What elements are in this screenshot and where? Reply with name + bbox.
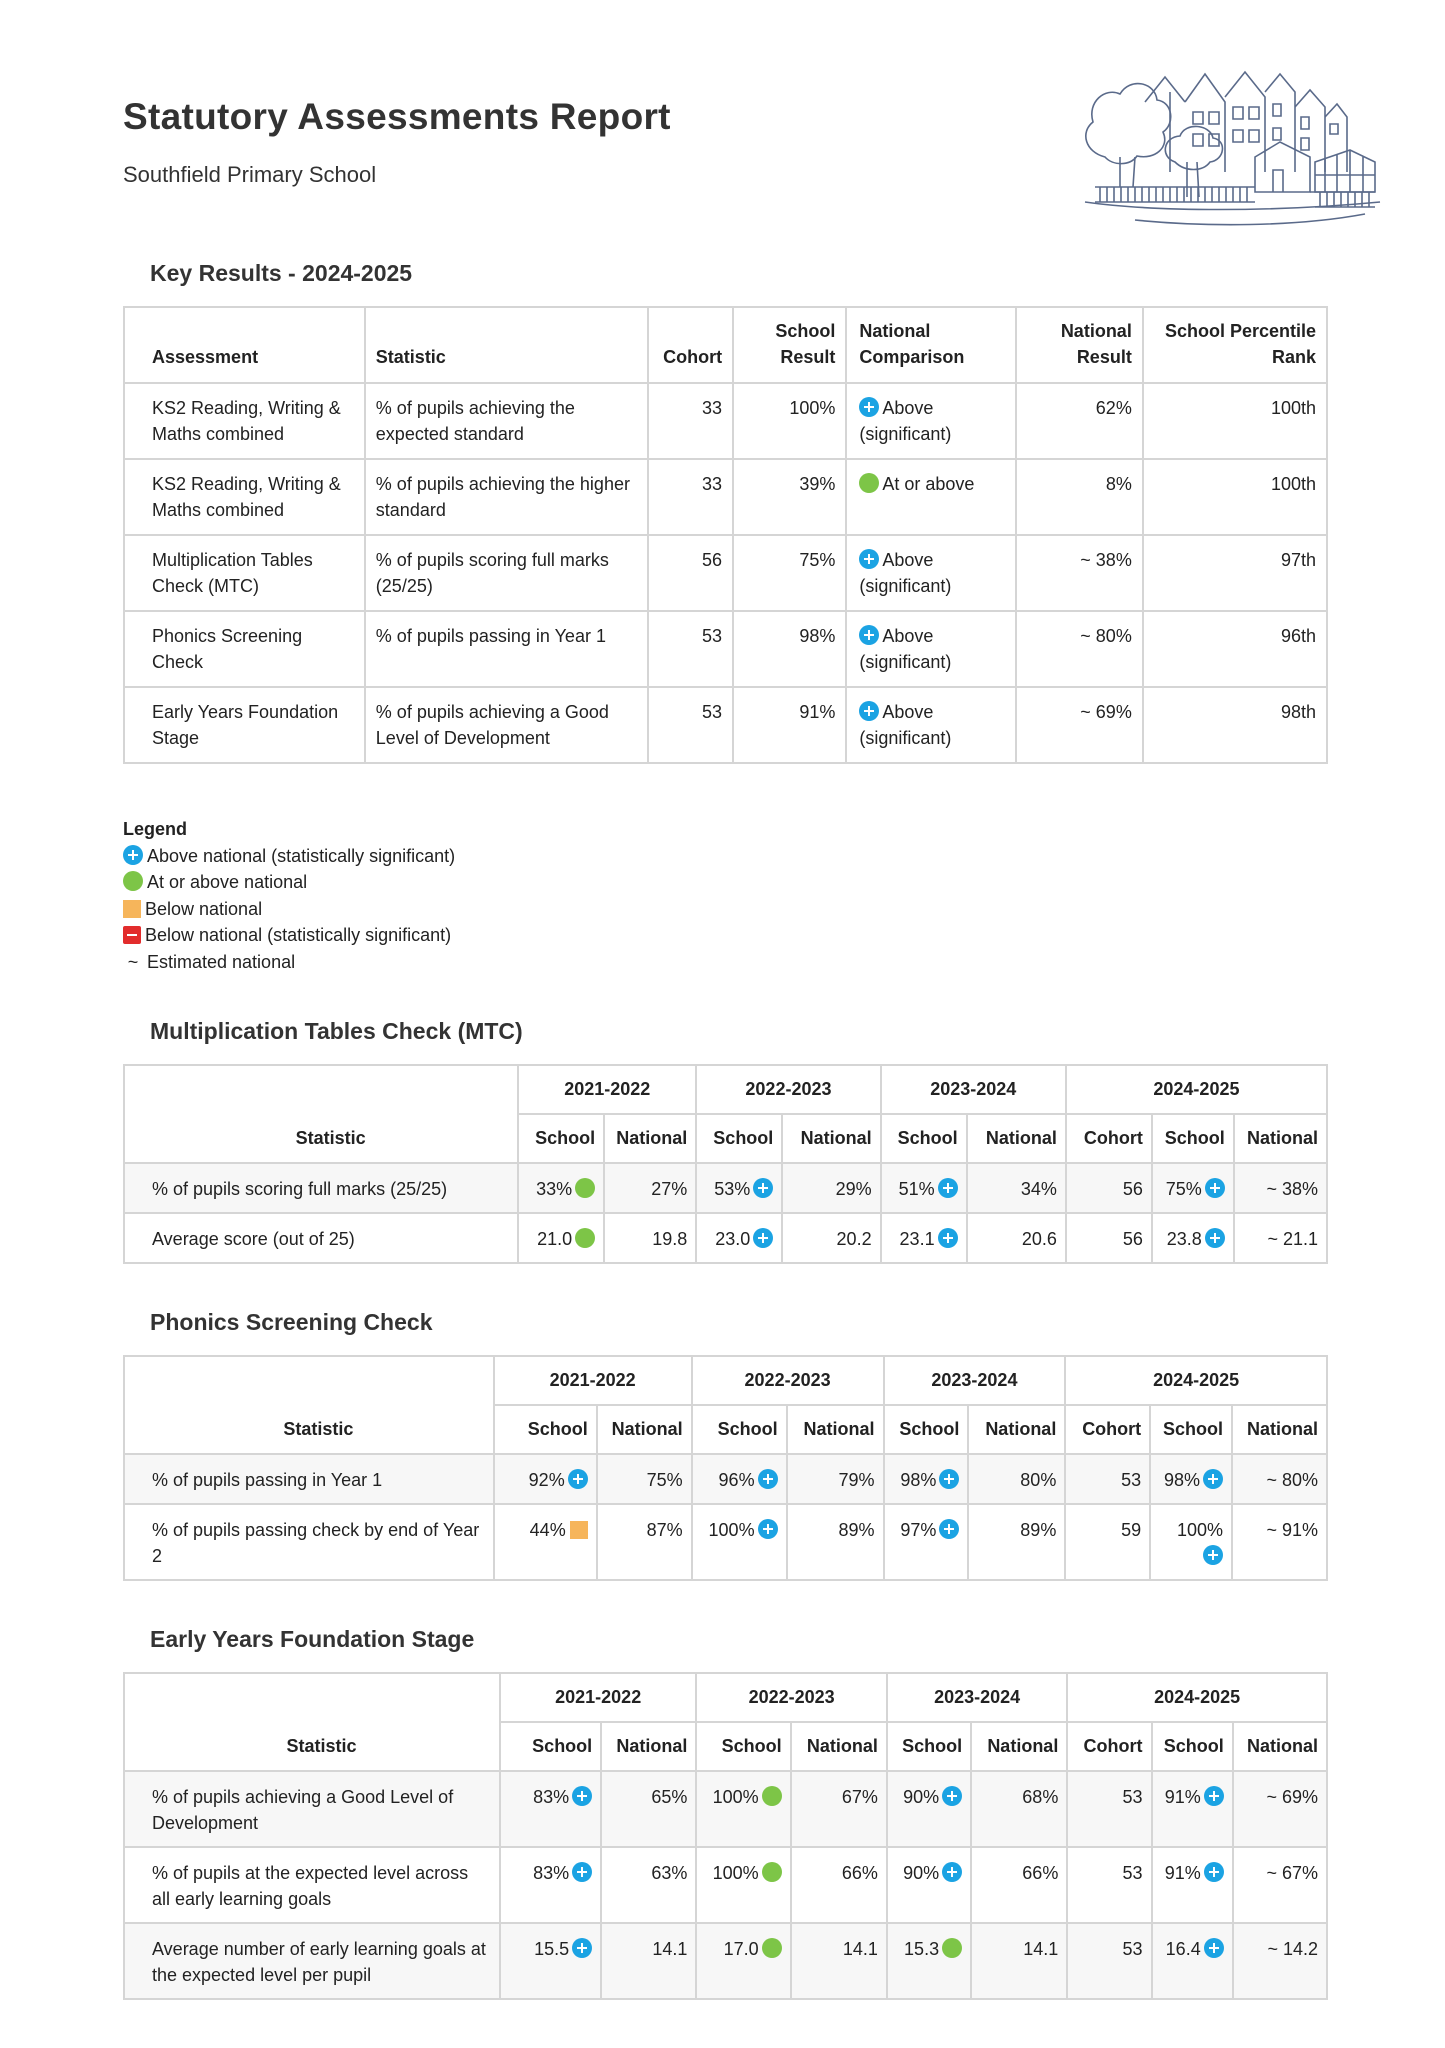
above-significant-icon (939, 1469, 959, 1489)
table-cell: 33% (518, 1163, 604, 1213)
cell-comparison: Above (significant) (846, 535, 1016, 611)
legend (123, 816, 455, 975)
table-cell: 44% (494, 1504, 597, 1580)
table-cell: 75% (1152, 1163, 1234, 1213)
row-label: % of pupils achieving a Good Level of Development (124, 1771, 500, 1847)
column-header: Statistic (365, 307, 648, 383)
table-row (124, 383, 1327, 459)
year-header: 2024-2025 (1067, 1673, 1327, 1722)
cell-rank: 97th (1143, 535, 1327, 611)
cell-school: 98% (733, 611, 846, 687)
table-cell: 53 (1067, 1847, 1151, 1923)
above-significant-icon (568, 1469, 588, 1489)
table-cell: 100% (696, 1847, 790, 1923)
above-significant-icon (939, 1519, 959, 1539)
table-cell: 53 (1067, 1771, 1151, 1847)
table-cell: 23.1 (881, 1213, 967, 1263)
column-header: School Result (733, 307, 846, 383)
cell-cohort: 53 (648, 611, 733, 687)
above-significant-icon (859, 701, 879, 721)
column-header: Cohort (648, 307, 733, 383)
table-cell: ~ 38% (1234, 1163, 1327, 1213)
page-title: Statutory Assessments Report (123, 96, 671, 137)
table-cell: 89% (968, 1504, 1065, 1580)
cell-cohort: 33 (648, 383, 733, 459)
table-cell: ~ 14.2 (1233, 1923, 1327, 1999)
cell-statistic: % of pupils achieving the higher standard (365, 459, 648, 535)
cell-national: ~ 38% (1016, 535, 1142, 611)
table-cell: 59 (1065, 1504, 1150, 1580)
row-label: Average number of early learning goals at the expected level per pupil (124, 1923, 500, 1999)
column-header: National (601, 1722, 696, 1771)
table-cell: 20.2 (782, 1213, 880, 1263)
column-header: School Percentile Rank (1143, 307, 1327, 383)
above-significant-icon (942, 1862, 962, 1882)
table-cell: 17.0 (696, 1923, 790, 1999)
legend-item: At or above national (123, 869, 455, 896)
above-significant-icon (1204, 1938, 1224, 1958)
column-header: School (696, 1114, 782, 1163)
year-header: 2023-2024 (881, 1065, 1066, 1114)
column-header: National (967, 1114, 1066, 1163)
cell-rank: 100th (1143, 383, 1327, 459)
table-row (124, 1163, 1327, 1213)
above-significant-icon (1204, 1786, 1224, 1806)
below-icon (123, 900, 141, 918)
cell-comparison: Above (significant) (846, 687, 1016, 763)
column-header: School (494, 1405, 597, 1454)
above-significant-icon (938, 1228, 958, 1248)
column-header: National (1233, 1722, 1327, 1771)
table-cell: 98% (1150, 1454, 1232, 1504)
table-cell: ~ 69% (1233, 1771, 1327, 1847)
table-cell: 83% (500, 1771, 601, 1847)
table-cell: 66% (971, 1847, 1067, 1923)
year-header: 2024-2025 (1065, 1356, 1327, 1405)
table-cell: 23.8 (1152, 1213, 1234, 1263)
at-or-above-icon (575, 1178, 595, 1198)
cell-statistic: % of pupils scoring full marks (25/25) (365, 535, 648, 611)
column-header: Cohort (1066, 1114, 1152, 1163)
table-cell: 29% (782, 1163, 880, 1213)
above-significant-icon (859, 397, 879, 417)
table-cell: 97% (884, 1504, 969, 1580)
table-cell: 23.0 (696, 1213, 782, 1263)
phonics-title: Phonics Screening Check (150, 1309, 433, 1335)
above-significant-icon (1204, 1862, 1224, 1882)
year-header: 2023-2024 (887, 1673, 1067, 1722)
column-header: National (782, 1114, 880, 1163)
table-cell: 56 (1066, 1213, 1152, 1263)
year-header: 2022-2023 (696, 1673, 886, 1722)
column-header: School (881, 1114, 967, 1163)
year-header: 2021-2022 (518, 1065, 696, 1114)
above-significant-icon (1203, 1545, 1223, 1565)
cell-comparison: Above (significant) (846, 383, 1016, 459)
legend-item: Below national (statistically significant) (123, 922, 455, 949)
above-significant-icon (753, 1178, 773, 1198)
row-label: % of pupils passing check by end of Year 2 (124, 1504, 494, 1580)
column-header: School (1152, 1114, 1234, 1163)
column-header: Cohort (1065, 1405, 1150, 1454)
cell-assessment: Multiplication Tables Check (MTC) (124, 535, 365, 611)
table-cell: 83% (500, 1847, 601, 1923)
table-cell: 90% (887, 1771, 971, 1847)
table-cell: 92% (494, 1454, 597, 1504)
column-header: Statistic (124, 1065, 518, 1163)
cell-cohort: 56 (648, 535, 733, 611)
column-header: School (500, 1722, 601, 1771)
column-header: Statistic (124, 1356, 494, 1454)
row-label: % of pupils scoring full marks (25/25) (124, 1163, 518, 1213)
table-cell: 100% (696, 1771, 790, 1847)
column-header: School (696, 1722, 790, 1771)
table-cell: 87% (597, 1504, 692, 1580)
table-cell: 100% (1150, 1504, 1232, 1580)
column-header: National (1234, 1114, 1327, 1163)
table-cell: 89% (787, 1504, 884, 1580)
cell-rank: 98th (1143, 687, 1327, 763)
table-cell: 14.1 (601, 1923, 696, 1999)
below-icon (570, 1521, 588, 1539)
column-header: School (692, 1405, 787, 1454)
cell-school: 91% (733, 687, 846, 763)
table-cell: ~ 21.1 (1234, 1213, 1327, 1263)
table-cell: 15.3 (887, 1923, 971, 1999)
table-cell: 67% (791, 1771, 887, 1847)
phonics-table (123, 1355, 1328, 1581)
table-cell: 27% (604, 1163, 696, 1213)
column-header: National (604, 1114, 696, 1163)
table-cell: 15.5 (500, 1923, 601, 1999)
at-or-above-icon (762, 1786, 782, 1806)
mtc-table (123, 1064, 1328, 1264)
cell-national: ~ 69% (1016, 687, 1142, 763)
table-cell: 75% (597, 1454, 692, 1504)
table-cell: 56 (1066, 1163, 1152, 1213)
cell-cohort: 33 (648, 459, 733, 535)
cell-school: 75% (733, 535, 846, 611)
legend-item: Below national (123, 896, 455, 923)
table-cell: 63% (601, 1847, 696, 1923)
mtc-title: Multiplication Tables Check (MTC) (150, 1018, 523, 1044)
table-cell: 51% (881, 1163, 967, 1213)
table-cell: 79% (787, 1454, 884, 1504)
table-row (124, 1771, 1327, 1847)
cell-rank: 96th (1143, 611, 1327, 687)
table-cell: 65% (601, 1771, 696, 1847)
at-or-above-icon (942, 1938, 962, 1958)
table-cell: 98% (884, 1454, 969, 1504)
column-header: National (968, 1405, 1065, 1454)
column-header: School (1150, 1405, 1232, 1454)
at-or-above-icon (859, 473, 879, 493)
table-cell: 96% (692, 1454, 787, 1504)
table-row (124, 1847, 1327, 1923)
above-significant-icon (938, 1178, 958, 1198)
table-cell: 100% (692, 1504, 787, 1580)
year-header: 2022-2023 (696, 1065, 880, 1114)
above-significant-icon (123, 845, 143, 865)
above-significant-icon (942, 1786, 962, 1806)
column-header: National (787, 1405, 884, 1454)
key-results-table (123, 306, 1328, 764)
cell-cohort: 53 (648, 687, 733, 763)
above-significant-icon (758, 1469, 778, 1489)
at-or-above-icon (575, 1228, 595, 1248)
table-cell: 14.1 (971, 1923, 1067, 1999)
table-cell: 20.6 (967, 1213, 1066, 1263)
cell-national: ~ 80% (1016, 611, 1142, 687)
column-header: School (518, 1114, 604, 1163)
year-header: 2021-2022 (494, 1356, 692, 1405)
table-cell: 21.0 (518, 1213, 604, 1263)
year-header: 2024-2025 (1066, 1065, 1327, 1114)
column-header: Cohort (1067, 1722, 1151, 1771)
above-significant-icon (859, 625, 879, 645)
cell-assessment: Phonics Screening Check (124, 611, 365, 687)
legend-item: ~ Estimated national (123, 949, 455, 976)
estimated-symbol: ~ (127, 951, 139, 972)
cell-rank: 100th (1143, 459, 1327, 535)
table-cell: 53 (1067, 1923, 1151, 1999)
above-significant-icon (1205, 1228, 1225, 1248)
column-header: School (887, 1722, 971, 1771)
table-row (124, 1504, 1327, 1580)
table-row (124, 535, 1327, 611)
above-significant-icon (1205, 1178, 1225, 1198)
table-cell: 53 (1065, 1454, 1150, 1504)
table-cell: 91% (1152, 1847, 1233, 1923)
column-header: Statistic (124, 1673, 500, 1771)
cell-assessment: Early Years Foundation Stage (124, 687, 365, 763)
table-cell: 68% (971, 1771, 1067, 1847)
cell-school: 100% (733, 383, 846, 459)
column-header: National (971, 1722, 1067, 1771)
cell-statistic: % of pupils achieving the expected standard (365, 383, 648, 459)
column-header: National (1232, 1405, 1327, 1454)
table-cell: 80% (968, 1454, 1065, 1504)
at-or-above-icon (762, 1938, 782, 1958)
legend-title: Legend (123, 819, 188, 839)
table-cell: 14.1 (791, 1923, 887, 1999)
above-significant-icon (859, 549, 879, 569)
school-building-illustration (1075, 62, 1385, 242)
table-cell: ~ 80% (1232, 1454, 1327, 1504)
cell-national: 62% (1016, 383, 1142, 459)
table-cell: 16.4 (1152, 1923, 1233, 1999)
table-row (124, 1923, 1327, 1999)
column-header: School (1152, 1722, 1233, 1771)
table-cell: ~ 91% (1232, 1504, 1327, 1580)
cell-assessment: KS2 Reading, Writing & Maths combined (124, 459, 365, 535)
table-cell: 66% (791, 1847, 887, 1923)
year-header: 2023-2024 (884, 1356, 1066, 1405)
below-significant-icon (123, 926, 141, 944)
table-cell: 34% (967, 1163, 1066, 1213)
column-header: National Result (1016, 307, 1142, 383)
eyfs-table (123, 1672, 1328, 2000)
column-header: National (597, 1405, 692, 1454)
table-cell: ~ 67% (1233, 1847, 1327, 1923)
cell-comparison: Above (significant) (846, 611, 1016, 687)
table-row (124, 1213, 1327, 1263)
year-header: 2021-2022 (500, 1673, 696, 1722)
at-or-above-icon (762, 1862, 782, 1882)
row-label: % of pupils at the expected level across all early learning goals (124, 1847, 500, 1923)
row-label: Average score (out of 25) (124, 1213, 518, 1263)
column-header: School (884, 1405, 969, 1454)
legend-item: Above national (statistically significant) (123, 843, 455, 870)
above-significant-icon (572, 1786, 592, 1806)
table-row (124, 611, 1327, 687)
year-header: 2022-2023 (692, 1356, 884, 1405)
school-name: Southfield Primary School (123, 162, 377, 187)
column-header: Assessment (124, 307, 365, 383)
column-header: National (791, 1722, 887, 1771)
above-significant-icon (758, 1519, 778, 1539)
above-significant-icon (572, 1862, 592, 1882)
cell-national: 8% (1016, 459, 1142, 535)
cell-assessment: KS2 Reading, Writing & Maths combined (124, 383, 365, 459)
table-row (124, 1454, 1327, 1504)
above-significant-icon (1203, 1469, 1223, 1489)
row-label: % of pupils passing in Year 1 (124, 1454, 494, 1504)
cell-school: 39% (733, 459, 846, 535)
eyfs-title: Early Years Foundation Stage (150, 1626, 475, 1652)
table-row (124, 459, 1327, 535)
table-cell: 90% (887, 1847, 971, 1923)
cell-statistic: % of pupils achieving a Good Level of Development (365, 687, 648, 763)
table-cell: 91% (1152, 1771, 1233, 1847)
at-or-above-icon (123, 871, 143, 891)
table-cell: 53% (696, 1163, 782, 1213)
column-header: National Comparison (846, 307, 1016, 383)
above-significant-icon (753, 1228, 773, 1248)
table-cell: 19.8 (604, 1213, 696, 1263)
key-results-title: Key Results - 2024-2025 (150, 260, 413, 286)
above-significant-icon (572, 1938, 592, 1958)
cell-comparison: At or above (846, 459, 1016, 535)
cell-statistic: % of pupils passing in Year 1 (365, 611, 648, 687)
table-row (124, 687, 1327, 763)
